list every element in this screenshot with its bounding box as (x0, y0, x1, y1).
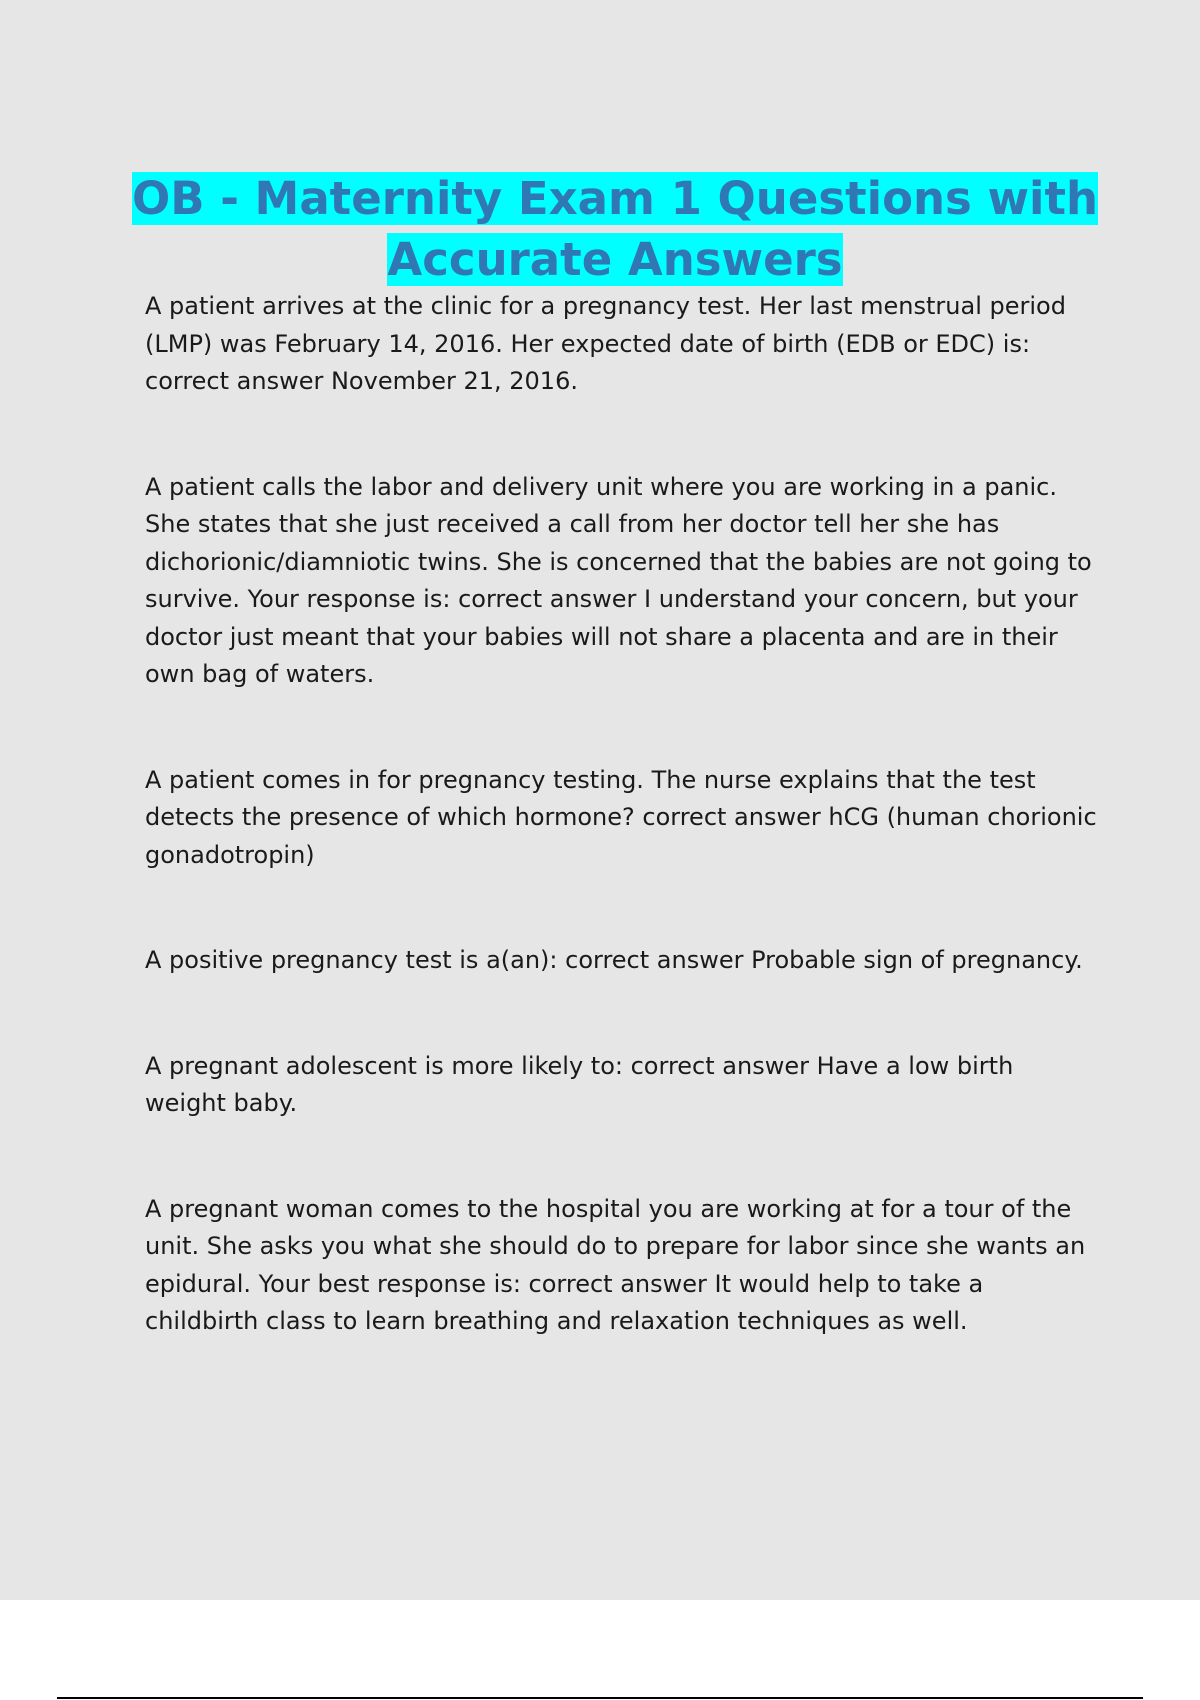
qa-item: A pregnant adolescent is more likely to: correct answer Have a low birth weight baby. (145, 1051, 1014, 1117)
qa-item: A pregnant woman comes to the hospital you are working at for a tour of the unit. She asks you what she should do to prepare for labor since she wants an epidural. Your best response is: correct answer It would help to take a childbirth class to learn breathing and relaxation techniques as well. (145, 1194, 1086, 1335)
qa-item: A patient calls the labor and delivery unit where you are working in a panic. She states that she just received a call from her doctor tell her she has dichorionic/diamniotic twins. She is concerned that the babies are not going to survive. Your response is: correct answer I understand your concern, but your doctor just meant that your babies will not share a placenta and are in their own bag of waters. (145, 472, 1092, 688)
qa-item: A patient comes in for pregnancy testing. The nurse explains that the test detects the presence of which hormone? correct answer hCG (human chorionic gonadotropin) (145, 765, 1097, 869)
title-block (120, 168, 1110, 290)
footer-divider (57, 1697, 1143, 1699)
qa-item: A positive pregnancy test is a(an): correct answer Probable sign of pregnancy. (145, 946, 1083, 974)
qa-item: A patient arrives at the clinic for a pregnancy test. Her last menstrual period (LMP) was February 14, 2016. Her expected date of birth (EDB or EDC) is: correct answer November 21, 2016. (145, 292, 1066, 395)
qa-list (145, 288, 1100, 1341)
document-title (120, 168, 1110, 290)
title-highlight: OB - Maternity Exam 1 Questions with Accurate Answers (131, 172, 1099, 286)
